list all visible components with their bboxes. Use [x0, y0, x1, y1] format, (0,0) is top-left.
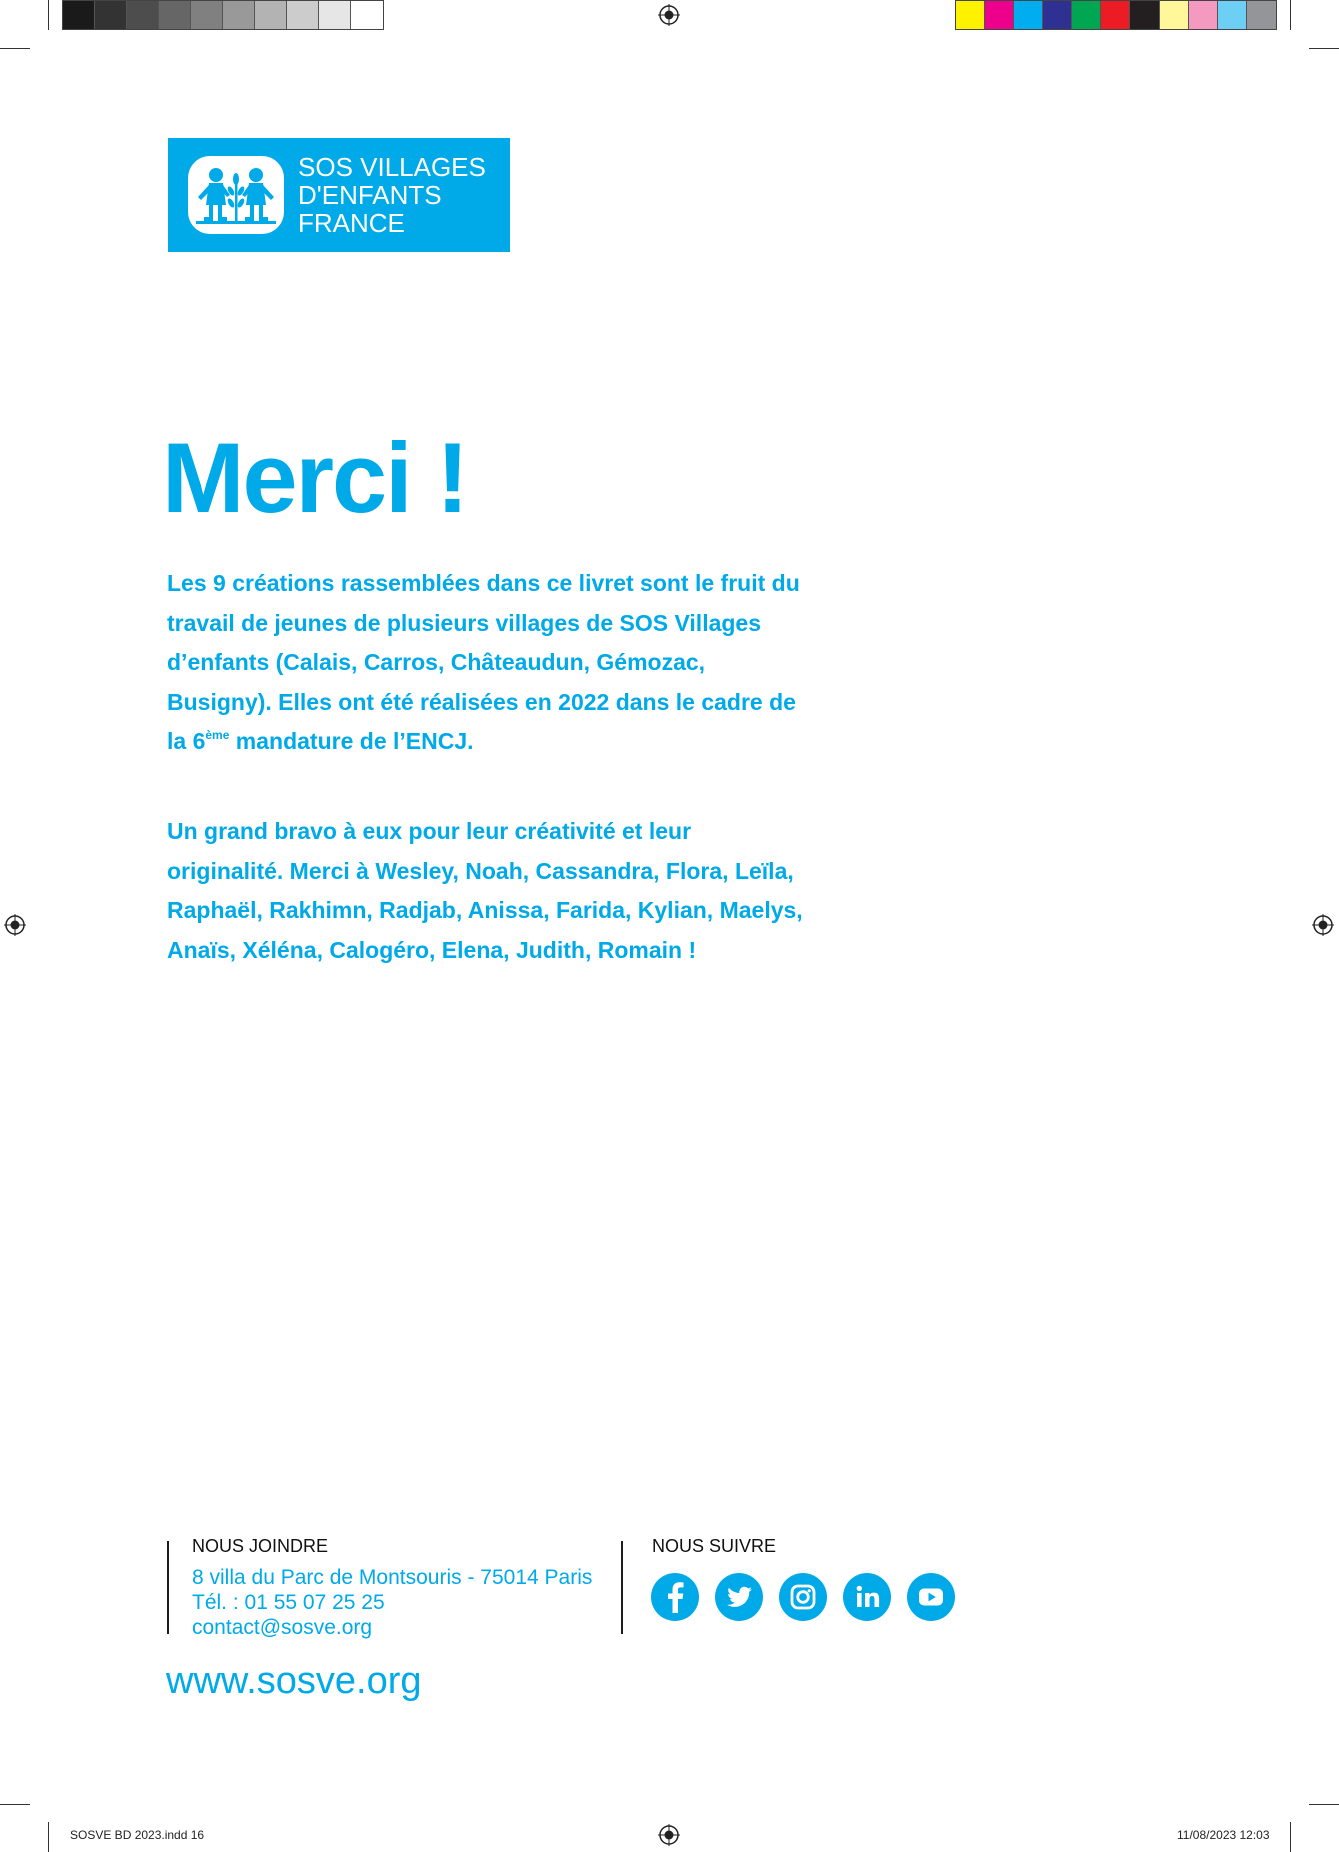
color-swatch: [1189, 1, 1218, 29]
logo-wordmark: [298, 153, 486, 237]
color-swatch: [127, 1, 159, 29]
youtube-icon[interactable]: [907, 1573, 955, 1621]
color-swatch: [1247, 1, 1276, 29]
registration-mark-icon: [1312, 914, 1334, 936]
crop-mark: [48, 0, 49, 30]
logo-line: D'ENFANTS: [298, 180, 442, 210]
crop-mark: [0, 1804, 30, 1805]
registration-mark-icon: [658, 4, 680, 26]
twitter-icon[interactable]: [715, 1573, 763, 1621]
color-swatch: [63, 1, 95, 29]
contact-address: 8 villa du Parc de Montsouris - 75014 Paris: [192, 1566, 593, 1589]
logo-line: SOS VILLAGES: [298, 152, 486, 182]
logo-line: FRANCE: [298, 208, 405, 238]
file-slug: SOSVE BD 2023.indd 16: [70, 1828, 205, 1842]
color-swatch: [287, 1, 319, 29]
page-title: Merci !: [162, 422, 468, 533]
contact-heading: NOUS JOINDRE: [192, 1536, 329, 1556]
contact-phone: Tél. : 01 55 07 25 25: [192, 1591, 385, 1614]
intro-text-end: mandature de l’ENCJ.: [229, 728, 474, 754]
crop-mark: [1290, 1822, 1291, 1852]
intro-text: Les 9 créations rassemblées dans ce livret sont le fruit du travail de jeunes de plusieurs villages de SOS Villages d’enfants (Calais, Carros, Châteaudun, Gémozac, Busigny). Elles ont été réalisées en 2022 dans le cadre de la 6: [167, 570, 800, 754]
color-swatch: [985, 1, 1014, 29]
divider: [167, 1541, 169, 1634]
gray-color-bar: [62, 0, 384, 30]
intro-paragraph: [167, 564, 807, 762]
registration-mark-icon: [658, 1824, 680, 1846]
sos-villages-logo: [168, 138, 510, 252]
color-swatch: [1014, 1, 1043, 29]
color-swatch: [319, 1, 351, 29]
color-swatch: [159, 1, 191, 29]
contact-email[interactable]: contact@sosve.org: [192, 1616, 373, 1639]
crop-mark: [1290, 0, 1291, 30]
facebook-icon[interactable]: [651, 1573, 699, 1621]
divider: [621, 1541, 623, 1634]
color-swatch: [956, 1, 985, 29]
color-swatch: [1218, 1, 1247, 29]
color-swatch: [223, 1, 255, 29]
process-color-bar: [955, 0, 1277, 30]
crop-mark: [0, 48, 30, 49]
date-slug: 11/08/2023 12:03: [1177, 1828, 1270, 1842]
ordinal-superscript: ème: [205, 728, 230, 742]
color-swatch: [1072, 1, 1101, 29]
crop-mark: [1309, 1804, 1339, 1805]
color-swatch: [1130, 1, 1159, 29]
color-swatch: [1160, 1, 1189, 29]
color-swatch: [255, 1, 287, 29]
linkedin-icon[interactable]: [843, 1573, 891, 1621]
contact-block: [192, 1565, 592, 1640]
instagram-icon[interactable]: [779, 1573, 827, 1621]
children-emblem-icon: [188, 156, 284, 234]
color-swatch: [191, 1, 223, 29]
color-swatch: [1043, 1, 1072, 29]
color-swatch: [351, 1, 383, 29]
crop-mark: [1309, 48, 1339, 49]
color-swatch: [95, 1, 127, 29]
website-link[interactable]: www.sosve.org: [166, 1660, 422, 1702]
crop-mark: [48, 1822, 49, 1852]
thanks-paragraph: Un grand bravo à eux pour leur créativité et leur originalité. Merci à Wesley, Noah, Cassandra, Flora, Leïla, Raphaël, Rakhimn, Radjab, Anissa, Farida, Kylian, Maelys, Anaïs, Xéléna, Calogéro, Elena, Judith, Romain !: [167, 818, 803, 963]
registration-mark-icon: [4, 914, 26, 936]
follow-heading: NOUS SUIVRE: [652, 1536, 777, 1556]
color-swatch: [1101, 1, 1130, 29]
